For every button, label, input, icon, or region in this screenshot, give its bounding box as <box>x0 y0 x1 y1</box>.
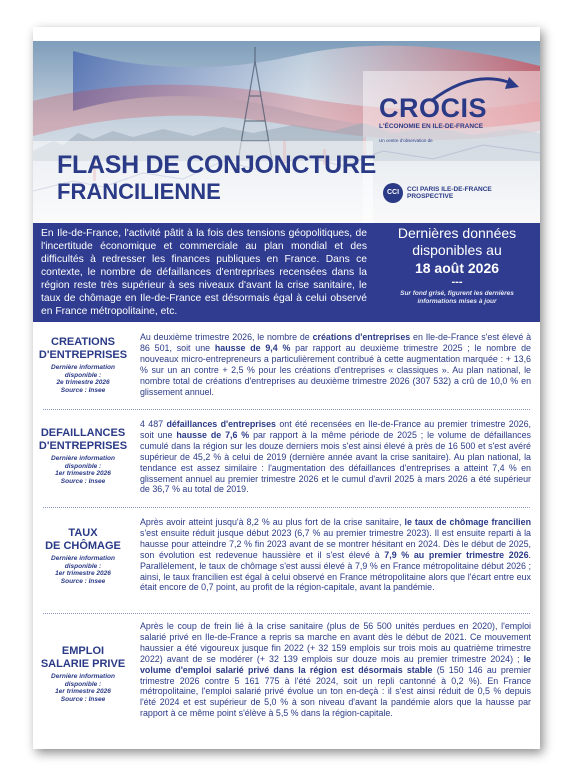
latest-data-date: 18 août 2026 <box>414 260 500 276</box>
section-creations <box>33 332 540 404</box>
body-text-part: en Ile-de-France s'est élevé à 86 501, soit une <box>140 332 532 353</box>
section-title-line-2: D'ENTREPRISES <box>38 348 128 361</box>
intro-text: En Ile-de-France, l'activité pâtit à la fois des tensions géopolitiques, de l'incertitude économique et commerciale au plan mondial et des difficultés à redresser les finances publiques en France. Dans ce contexte, le nombre de défaillances d'entreprises recensées dans la région reste très supérieur à ses niveaux d'avant la crise sanitaire, le taux de chômage en Ile-de-France est désormais égal à celui observé en France métropolitaine, etc. <box>41 228 367 317</box>
cci-line-2: PROSPECTIVE <box>407 193 454 200</box>
body-text-part: . Parallèlement, le taux de chômage s'est aussi élevé à 7,9 % en France métropolitaine début 2026 ; ainsi, le taux francilien est égal à celui observé en France métropolitaine alors que l'écart entre eux était encore de 0,7 point, au profit de la région-capitale, avant la pandémie. <box>140 549 531 593</box>
section-label <box>35 427 131 485</box>
section-meta-period: 1er trimestre 2026 <box>55 688 111 695</box>
section-source: Source : Insee <box>60 577 106 585</box>
crocis-logo-subtitle: L'ÉCONOMIE EN ILE-DE-FRANCE <box>379 123 484 130</box>
body-bold-part: 7,9 % au premier trimestre 2026 <box>384 549 529 560</box>
section-divider <box>43 409 530 410</box>
section-body <box>140 419 531 495</box>
newsletter-title <box>57 151 376 205</box>
body-text-part: (5 150 146 au premier trimestre 2026 contre 5 161 775 à l'été 2024, soit un repli cantonné à 0,2 %). En France métropolitaine, l'emploi salarié privé évolue un ton en-deçà : il s'est ainsi réduit de 0,5 % depuis l'été 2024 et est supérieur de 5,0 % à son niveau d'avant la pandémie alors que la hausse par rapport à ce même point s'élève à 5,5 % dans la région-capitale. <box>140 664 531 719</box>
section-body <box>140 517 531 593</box>
body-text-part: Après avoir atteint jusqu'à 8,2 % au plus fort de la crise sanitaire, <box>140 517 405 527</box>
section-meta-period: 1er trimestre 2026 <box>55 570 111 577</box>
section-title-line-1: TAUX <box>68 527 98 539</box>
header-banner <box>33 41 540 223</box>
cci-logo-text <box>407 186 492 200</box>
section-source: Source : Insee <box>60 695 106 703</box>
cci-logo <box>383 183 511 203</box>
section-meta-line-1: Dernière information <box>51 364 115 371</box>
section-title-line-1: EMPLOI <box>61 645 105 657</box>
body-text-part: par rapport à la même période de 2025 ; le volume de défaillances cumulé dans la région sur les douze derniers mois s'est ainsi élevé à près de 16 500 et s'est avéré supérieur de 45,2 % à celui de 2019 (dernière année avant la crise sanitaire). Au plan national, la tendance est assez similaire : l'augmentation des défaillances d'entreprises a atteint 7,4 % en glissement annuel au premier trimestre 2026 et le cumul d'avril 2025 à mars 2026 a été supérieur de 36,7 % au total de 2019. <box>140 429 531 495</box>
body-text-part: par rapport au deuxième trimestre 2025 ; le nombre de nouveaux micro-entrepreneurs a particulièrement contribué à cette augmentation marquée : + 13,6 % sur un an contre + 2,5 % pour les créations d'entreprises « classiques ». Au plan national, le nombre total de créations d'entreprises au deuxième trimestre 2026 (307 532) a crû de 10,0 % en glissement annuel. <box>140 342 531 397</box>
section-title-line-1: CREATIONS <box>51 336 115 348</box>
section-meta-period: 1er trimestre 2026 <box>55 470 111 477</box>
section-divider <box>43 613 530 614</box>
crocis-logo <box>379 93 519 143</box>
section-meta-period: 2e trimestre 2026 <box>56 379 110 386</box>
section-meta-line-2: disponible : <box>64 462 102 470</box>
body-text-part: 4 487 <box>140 419 167 429</box>
latest-data-box <box>381 225 533 306</box>
section-meta-line-1: Dernière information <box>51 673 115 680</box>
title-line-2: FRANCILIENNE <box>57 179 221 204</box>
body-text-part: Après le coup de frein lié à la crise sanitaire (plus de 56 500 unités perdues en 2020), l'emploi salarié privé en Ile-de-France a repris sa marche en avant dès le début de 2021. Ce mouvement haussier a été vigoureux jusque fin 2022 (+ 32 159 emplois sur trois mois au quatrième trimestre 2022) avant de se modérer (+ 32 139 emplois sur douze mois au premier trimestre 2024) ; <box>140 621 531 664</box>
latest-data-separator: --- <box>451 276 463 288</box>
latest-data-line-2: disponibles au <box>412 242 502 258</box>
section-title-line-1: DEFAILLANCES <box>40 427 126 439</box>
body-bold-part: créations d'entreprises <box>312 332 411 342</box>
latest-data-note: Sur fond grisé, figurent les dernières informations mises à jour <box>400 290 514 305</box>
section-divider <box>43 507 530 508</box>
cci-mark: CCI <box>383 183 403 203</box>
body-bold-part: hausse de 9,4 % <box>214 342 291 353</box>
newsletter-page <box>33 27 540 749</box>
body-text-part: Au deuxième trimestre 2026, le nombre de <box>140 332 313 342</box>
section-meta-line-2: disponible : <box>64 680 102 688</box>
body-text-part: s'est ensuite réduit jusque début 2023 (6,7 % au premier trimestre 2023). Il est ensuite reparti à la hausse pour atteindre 7,2 % fin 2023 avant de se montrer hésitant en 2024. Dès le début de 2025, son évolution est redevenue haussière et il s'est élevé à <box>140 527 531 560</box>
section-source: Source : Insee <box>60 477 106 485</box>
cci-line-1: CCI PARIS ILE-DE-FRANCE <box>407 186 492 193</box>
section-emploi <box>33 621 540 745</box>
body-bold-part: le volume d'emploi salarié privé dans la région est désormais stable <box>140 653 531 675</box>
section-source: Source : Insee <box>60 386 106 394</box>
section-label <box>35 336 131 394</box>
section-label <box>35 527 131 585</box>
crocis-observatory-text: Un centre d'observation de <box>379 138 433 143</box>
intro-box <box>33 223 540 322</box>
section-title-line-2: DE CHÔMAGE <box>45 539 121 552</box>
section-meta-line-2: disponible : <box>64 371 102 379</box>
section-meta-line-1: Dernière information <box>51 555 115 562</box>
section-chomage <box>33 517 540 617</box>
body-text-part: ont été recensées en Ile-de-France au premier trimestre 2026, soit une <box>140 419 531 440</box>
section-body <box>140 332 531 397</box>
crocis-logo-word: CROCIS <box>379 93 488 123</box>
body-bold-part: hausse de 7,6 % <box>176 429 250 440</box>
section-body <box>140 621 531 719</box>
section-title-line-2: D'ENTREPRISES <box>38 439 128 452</box>
section-meta-line-2: disponible : <box>64 562 102 570</box>
section-label <box>35 645 131 703</box>
section-meta-line-1: Dernière information <box>51 455 115 462</box>
section-title-line-2: SALARIE PRIVE <box>40 657 126 670</box>
section-defaillances <box>33 419 540 519</box>
body-bold-part: le taux de chômage francilien <box>404 517 532 527</box>
latest-data-line-1: Dernières données <box>397 225 517 241</box>
title-line-1: FLASH DE CONJONCTURE <box>57 151 377 179</box>
body-bold-part: défaillances d'entreprises <box>166 419 276 429</box>
